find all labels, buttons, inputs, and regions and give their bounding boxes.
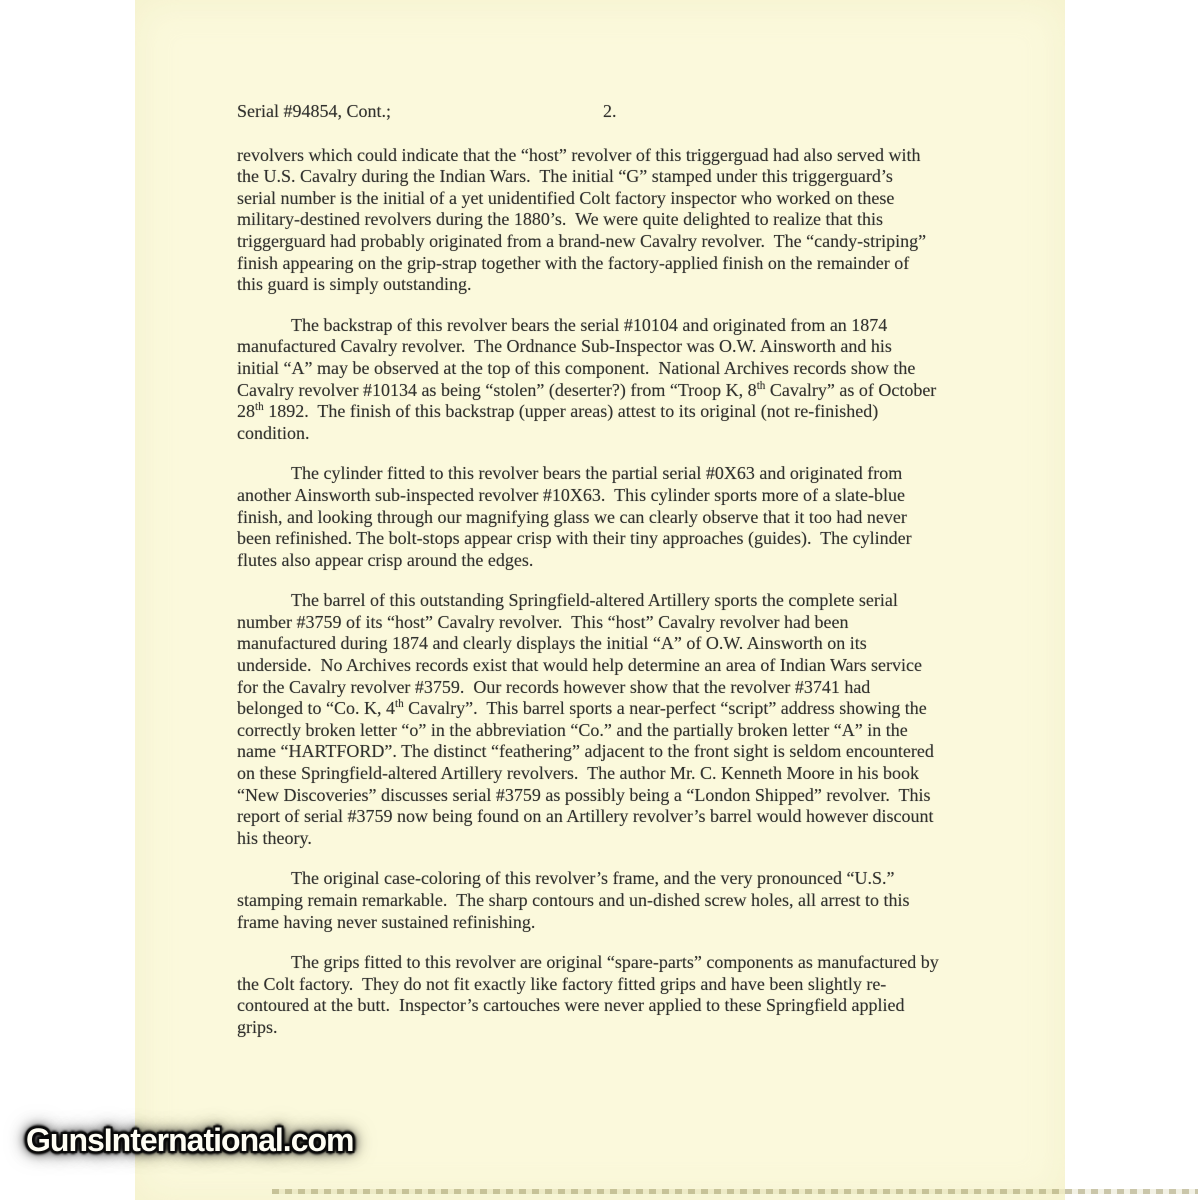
text-line: manufactured Cavalry revolver. The Ordnance Sub-Inspector was O.W. Ainsworth and his [237, 336, 892, 357]
text-line: the Colt factory. They do not fit exactly like factory fitted grips and have been slightly re- [237, 973, 887, 994]
text-line: another Ainsworth sub-inspected revolver #10X63. This cylinder sports more of a slate-blue [237, 484, 906, 505]
text-line: underside. No Archives records exist that would help determine an area of Indian Wars service [237, 655, 922, 676]
paragraph-barrel [237, 590, 1037, 849]
text-line: report of serial #3759 now being found on an Artillery revolver’s barrel would however discount [237, 806, 934, 827]
text-line: finish, and looking through our magnifying glass we can clearly observe that it too had never [237, 506, 907, 527]
text-line: “New Discoveries” discusses serial #3759 as possibly being a “London Shipped” revolver. This [237, 784, 931, 805]
scanned-page [135, 0, 1065, 1200]
paragraph-cylinder [237, 463, 1037, 571]
text-line: triggerguard had probably originated from a brand-new Cavalry revolver. The “candy-striping” [237, 230, 927, 251]
text-line: finish appearing on the grip-strap together with the factory-applied finish on the remainder of [237, 252, 910, 273]
text-line: frame having never sustained refinishing. [237, 911, 536, 932]
text-line: contoured at the butt. Inspector’s cartouches were never applied to these Springfield applied [237, 995, 905, 1016]
text-line: 28th 1892. The finish of this backstrap (upper areas) attest to its original (not re-finished) [237, 401, 879, 422]
text-line: been refinished. The bolt-stops appear crisp with their tiny approaches (guides). The cylinder [237, 528, 912, 549]
text-line: belonged to “Co. K, 4th Cavalry”. This barrel sports a near-perfect “script” address showing the [237, 698, 927, 719]
text-line: his theory. [237, 827, 312, 848]
serial-continuation-label: Serial #94854, Cont.; [237, 101, 391, 121]
document-text [237, 101, 1037, 1058]
text-line: The grips fitted to this revolver are original “spare-parts” components as manufactured by [237, 952, 939, 973]
text-line: The barrel of this outstanding Springfield-altered Artillery sports the complete serial [237, 590, 898, 611]
document-header [237, 101, 1037, 123]
text-line: on these Springfield-altered Artillery revolvers. The author Mr. C. Kenneth Moore in his book [237, 763, 920, 784]
text-line: for the Cavalry revolver #3759. Our records however show that the revolver #3741 had [237, 676, 871, 697]
text-line: military-destined revolvers during the 1880’s. We were quite delighted to realize that this [237, 209, 884, 230]
text-line: grips. [237, 1016, 278, 1037]
text-line: The backstrap of this revolver bears the serial #10104 and originated from an 1874 [237, 314, 888, 335]
text-line: revolvers which could indicate that the “host” revolver of this triggerguad had also served with [237, 144, 921, 165]
text-line: correctly broken letter “o” in the abbreviation “Co.” and the partially broken letter “A” in the [237, 719, 908, 740]
text-line: stamping remain remarkable. The sharp contours and un-dished screw holes, all arrest to this [237, 890, 910, 910]
page-number: 2. [603, 101, 617, 121]
paragraph-grips [237, 952, 1037, 1038]
text-line: The original case-coloring of this revolver’s frame, and the very pronounced “U.S.” [237, 868, 895, 889]
text-line: serial number is the initial of a yet unidentified Colt factory inspector who worked on these [237, 187, 895, 208]
paragraph-triggerguard [237, 145, 1037, 296]
text-line: The cylinder fitted to this revolver bears the partial serial #0X63 and originated from [237, 463, 903, 484]
text-line: the U.S. Cavalry during the Indian Wars. The initial “G” stamped under this triggerguard’s [237, 166, 893, 187]
scan-edge-artifact [272, 1189, 1198, 1194]
text-line: manufactured during 1874 and clearly displays the initial “A” of O.W. Ainsworth on its [237, 633, 867, 654]
text-line: name “HARTFORD”. The distinct “feathering” adjacent to the front sight is seldom encountered [237, 741, 934, 762]
text-line: Cavalry revolver #10134 as being “stolen” (deserter?) from “Troop K, 8th Cavalry” as of October [237, 379, 937, 400]
text-line: this guard is simply outstanding. [237, 274, 472, 295]
watermark-logo: GunsInternational.com [26, 1122, 354, 1158]
text-line: initial “A” may be observed at the top of this component. National Archives records show the [237, 357, 916, 378]
text-line: condition. [237, 422, 310, 443]
text-line: number #3759 of its “host” Cavalry revolver. This “host” Cavalry revolver had been [237, 611, 849, 632]
paragraph-backstrap [237, 315, 1037, 445]
paragraph-frame [237, 868, 1037, 933]
text-line: flutes also appear crisp around the edges. [237, 549, 534, 570]
